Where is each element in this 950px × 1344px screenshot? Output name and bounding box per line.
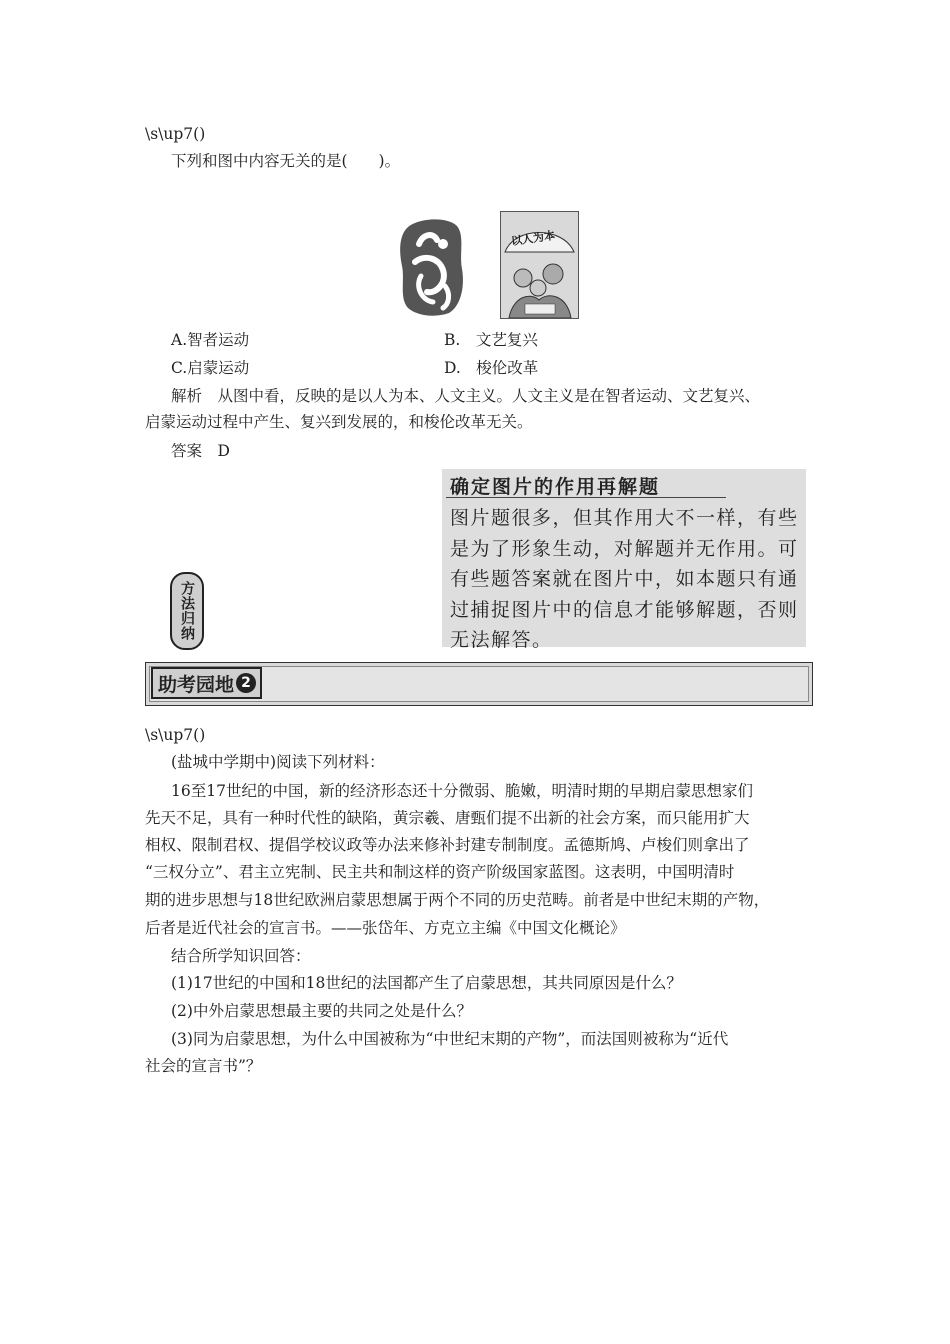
method-summary-badge xyxy=(170,572,204,650)
section-number-badge: 2 xyxy=(236,673,256,693)
material-line: 期的进步思想与18世纪欧洲启蒙思想属于两个不同的历史范畴。前者是中世纪末期的产物， xyxy=(145,891,770,909)
option-d: D. 梭伦改革 xyxy=(444,359,539,377)
question-text: 下列和图中内容无关的是( )。 xyxy=(171,152,401,170)
option-c: C.启蒙运动 xyxy=(171,359,250,377)
option-b: B. 文艺复兴 xyxy=(444,331,538,349)
material-line: “三权分立”、君主立宪制、民主共和制这样的资产阶级国家蓝图。这表明，中国明清时 xyxy=(145,863,735,881)
option-a: A.智者运动 xyxy=(171,331,250,349)
poster-caption: 以人为本 xyxy=(510,228,556,248)
question2-marker: \s\up7() xyxy=(145,726,206,744)
sub-question-3-continued: 社会的宣言书”？ xyxy=(145,1057,262,1075)
material-line: 后者是近代社会的宣言书。——张岱年、方克立主编《中国文化概论》 xyxy=(145,919,626,937)
answer-text: 答案 D xyxy=(171,442,230,460)
poster-image xyxy=(500,211,579,319)
sub-question-1: (1)17世纪的中国和18世纪的法国都产生了启蒙思想，其共同原因是什么？ xyxy=(171,974,682,992)
section-banner xyxy=(145,662,813,706)
method-title-underline xyxy=(446,497,726,498)
analysis-text-continued: 启蒙运动过程中产生、复兴到发展的，和梭伦改革无关。 xyxy=(145,413,533,431)
method-badge-label: 方法归纳 xyxy=(179,581,195,641)
section-banner-title: 助考园地 xyxy=(158,673,235,696)
material-line: 相权、限制君权、提倡学校议政等办法来修补封建专制制度。孟德斯鸠、卢梭们则拿出了 xyxy=(145,836,750,854)
question2-source: (盐城中学期中)阅读下列材料： xyxy=(171,753,385,771)
material-line: 16至17世纪的中国，新的经济形态还十分微弱、脆嫩，明清时期的早期启蒙思想家们 xyxy=(171,782,753,800)
sub-question-3: (3)同为启蒙思想，为什么中国被称为“中世纪末期的产物”，而法国则被称为“近代 xyxy=(171,1030,729,1048)
material-line: 先天不足，具有一种时代性的缺陷，黄宗羲、唐甄们提不出新的社会方案，而只能用扩大 xyxy=(145,809,750,827)
seal-emblem-image xyxy=(399,214,465,317)
question2-prompt: 结合所学知识回答： xyxy=(171,947,311,965)
section-banner-label xyxy=(151,667,262,699)
method-title: 确定图片的作用再解题 xyxy=(450,476,661,498)
method-summary-box xyxy=(442,469,806,651)
analysis-text: 解析 从图中看，反映的是以人为本、人文主义。人文主义是在智者运动、文艺复兴、 xyxy=(171,387,761,405)
sub-question-2: (2)中外启蒙思想最主要的共同之处是什么？ xyxy=(171,1002,472,1020)
question-marker: \s\up7() xyxy=(145,125,206,143)
method-text: 图片题很多，但其作用大不一样，有些是为了形象生动，对解题并无作用。可有些题答案就在图片中，如本题只有通过捕捉图片中的信息才能够解题，否则无法解答。 xyxy=(450,507,799,651)
